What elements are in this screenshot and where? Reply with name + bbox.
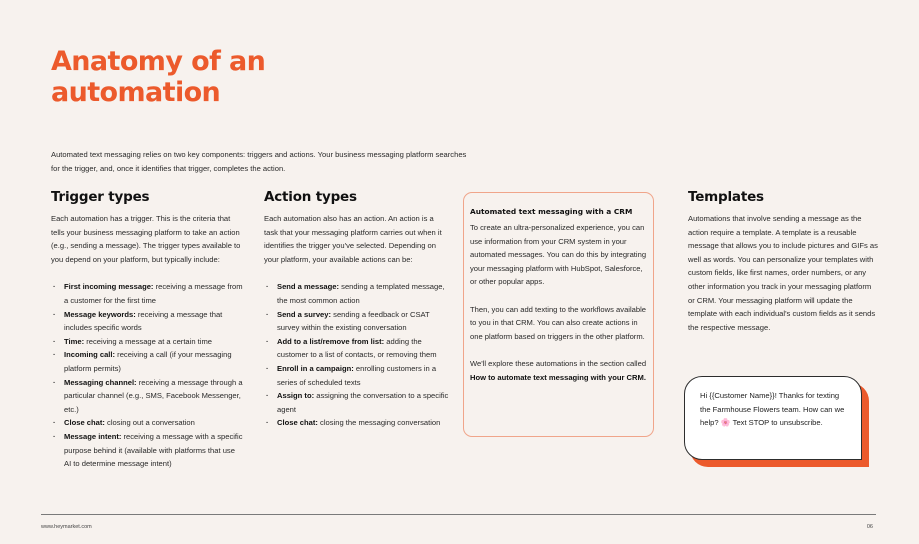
- trigger-types-list: [51, 280, 243, 470]
- trigger-types-heading: Trigger types: [51, 189, 150, 205]
- list-item-term: Message keywords:: [64, 309, 136, 319]
- list-item-desc: receiving a message through a particular channel (e.g., SMS, Facebook Messenger, etc.): [64, 377, 243, 414]
- list-item-desc: receiving a message that includes specific words: [64, 309, 223, 333]
- list-item: [264, 308, 449, 335]
- page-title: Anatomy of an automation: [51, 46, 266, 108]
- list-item: [51, 348, 243, 375]
- list-item-term: Time:: [64, 336, 85, 346]
- list-item-desc: sending a templated message, the most common action: [277, 282, 445, 305]
- footer-url: www.heymarket.com: [41, 524, 92, 530]
- flower-emoji-icon: 🌸: [720, 418, 731, 428]
- list-item-term: Add to a list/remove from list:: [277, 336, 385, 346]
- list-item-desc: receiving a message from a customer for the first time: [64, 282, 243, 305]
- list-item: [51, 376, 243, 417]
- list-item: [264, 280, 449, 307]
- list-item-desc: enrolling customers in a series of scheduled texts: [277, 363, 437, 387]
- list-item: [51, 430, 243, 471]
- list-item-desc: receiving a message at a certain time: [84, 336, 213, 346]
- callout-paragraph-1: To create an ultra-personalized experience, you can use information from your CRM system in your automated messages. You can do this by integrating your messaging platform with HubSpot, Salesforce, or other popular apps.: [470, 223, 647, 287]
- list-item-term: First incoming message:: [64, 282, 154, 292]
- list-item-term: Close chat:: [64, 418, 105, 428]
- list-item-term: Message intent:: [64, 431, 122, 441]
- list-item: [264, 362, 449, 389]
- templates-heading: Templates: [688, 189, 764, 205]
- crm-callout-box: [463, 192, 654, 437]
- list-item: [51, 280, 243, 307]
- templates-section: [688, 189, 878, 334]
- list-item: [51, 416, 243, 430]
- list-item-desc: receiving a message with a specific purpose behind it (available with platforms that use AI to determine message intent): [64, 431, 243, 469]
- list-item-desc: closing out a conversation: [104, 418, 195, 428]
- list-item-term: Assign to:: [277, 391, 315, 401]
- page-number: 06: [866, 524, 873, 530]
- section-reference: How to automate text messaging with your CRM.: [470, 372, 646, 382]
- action-types-list: [264, 280, 449, 430]
- list-item-desc: closing the messaging conversation: [317, 418, 441, 428]
- list-item-term: Send a message:: [277, 282, 340, 292]
- list-item-term: Enroll in a campaign:: [277, 363, 354, 373]
- action-types-body: Each automation also has an action. An action is a task that your messaging platform carries out when it identifies the trigger you've selected. Depending on your platform, your available actions can be:: [264, 214, 442, 264]
- list-item-desc: sending a feedback or CSAT survey within the existing conversation: [277, 309, 430, 333]
- list-item-term: Messaging channel:: [64, 377, 137, 387]
- list-item: [51, 335, 243, 349]
- action-types-heading: Action types: [264, 189, 357, 205]
- list-item-term: Close chat:: [277, 418, 318, 428]
- list-item-term: Incoming call:: [64, 350, 116, 360]
- chat-bubble-text-end: Text STOP to unsubscribe.: [730, 418, 823, 428]
- list-item: [264, 335, 449, 362]
- chat-bubble-text: Hi {{Customer Name}}! Thanks for texting the Farmhouse Flowers team. How can we help?: [700, 391, 845, 428]
- trigger-types-body: Each automation has a trigger. This is the criteria that tells your business messaging platform to take an action (e.g., sending a message). The trigger types available to you depend on your platform, but typically include:: [51, 214, 241, 264]
- chat-bubble-example: [684, 376, 862, 460]
- callout-heading: Automated text messaging with a CRM: [470, 207, 633, 216]
- list-item: [264, 416, 449, 430]
- trigger-types-section: [51, 189, 243, 471]
- action-types-section: [264, 189, 449, 430]
- list-item-term: Send a survey:: [277, 309, 332, 319]
- list-item-desc: receiving a call (if your messaging platform permits): [64, 350, 232, 373]
- footer-divider: [41, 514, 876, 515]
- list-item: [264, 389, 449, 416]
- callout-paragraph-3-text: We'll explore these automations in the section called: [470, 358, 647, 368]
- callout-paragraph-3: [470, 357, 647, 384]
- list-item-desc: adding the customer to a list of contacts, or removing them: [277, 336, 437, 360]
- intro-paragraph: Automated text messaging relies on two key components: triggers and actions. Your business messaging platform searches for the trigger, and, once it identifies that trigger, completes the action.: [51, 150, 467, 173]
- callout-paragraph-2: Then, you can add texting to the workflows available to you in that CRM. You can also create actions in one platform based on triggers in the other platform.: [470, 304, 647, 341]
- list-item-desc: assigning the conversation to a specific agent: [277, 391, 449, 414]
- templates-body: Automations that involve sending a message as the action require a template. A template is a reusable message that allows you to include pictures and GIFs as well as words. You can personalize your templates with custom fields, like first names, order numbers, or any other information you track in your messaging platform or CRM. Your messaging platform will update the template with each individual's custom fields as it sends the respective message.: [688, 214, 878, 332]
- list-item: [51, 308, 243, 335]
